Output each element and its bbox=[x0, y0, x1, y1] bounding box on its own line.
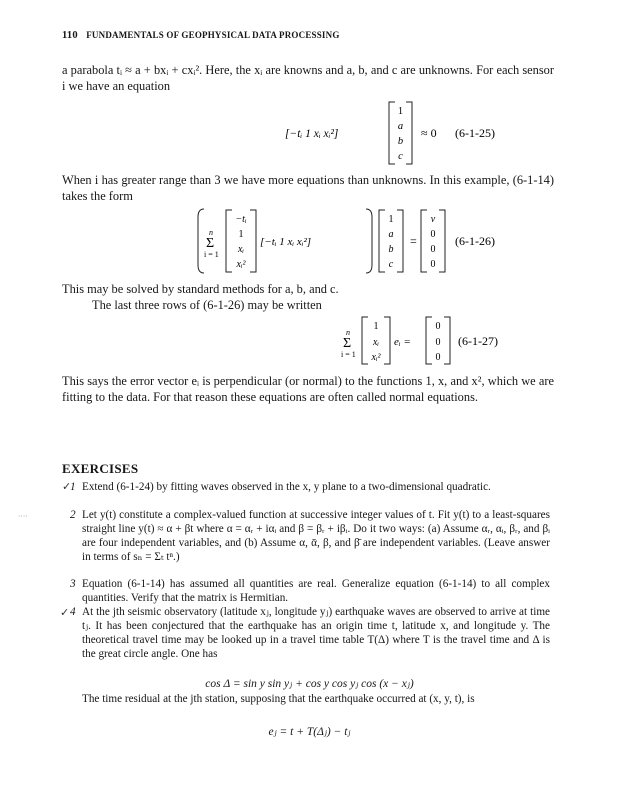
exercise-4-text: At the jth seismic observatory (latitude xⱼ, longitude yⱼ) earthquake waves are observed to arrive at time tⱼ. It has been conjectured that the earthquake has an origin time t, latitude x, and longitude y. The theoretical travel time may be looked up in a travel time table T(Δ) where T is the travel time and Δ is the great circle angle. One has bbox=[82, 606, 550, 660]
handwritten-arrow-mark: ✓ bbox=[60, 607, 70, 619]
formula-residual: eⱼ = t + T(Δⱼ) − tⱼ bbox=[268, 726, 351, 738]
eq1-col-2: b bbox=[397, 136, 404, 147]
eq2-rhs-1: 0 bbox=[430, 229, 436, 240]
exercise-1-number: 1 bbox=[70, 481, 76, 493]
eq1-right-bracket bbox=[406, 102, 412, 164]
eq2-colvec-1: 1 bbox=[238, 229, 244, 240]
exercise-4 bbox=[70, 606, 550, 662]
equation-6-1-26 bbox=[196, 207, 566, 275]
exercise-3-text: Equation (6-1-14) has assumed all quantities are real. Generalize equation (6-1-14) to all complex quantities. Verify that the matrix is Hermitian. bbox=[82, 578, 550, 604]
eq3-right-bracket bbox=[384, 317, 390, 364]
exercise-4-number: 4 bbox=[70, 606, 76, 618]
handwritten-check-mark: ✓ bbox=[62, 481, 72, 493]
running-header bbox=[62, 30, 340, 41]
eq1-row-vector: [−tᵢ 1 xᵢ xᵢ²] bbox=[285, 128, 339, 140]
eq3-error-term: eᵢ = bbox=[394, 336, 411, 348]
eq2-unknown-3: c bbox=[388, 259, 394, 270]
eq2-sum-sign: Σ bbox=[206, 236, 215, 251]
eq2-unknowns-right-bracket bbox=[397, 210, 403, 272]
eq2-colvec-3: xᵢ² bbox=[236, 259, 246, 270]
exercise-2-number: 2 bbox=[70, 509, 76, 521]
exercise-2 bbox=[70, 509, 550, 565]
paragraph-normal-equations: This says the error vector eᵢ is perpendicular (or normal) to the functions 1, x, and x², which we are fitting to the data. For that reason these equations are often called normal equations. bbox=[62, 374, 554, 404]
eq1-col-1: a bbox=[397, 121, 404, 132]
eq3-rhs-1: 0 bbox=[435, 337, 441, 348]
eq3-rhs-right-bracket bbox=[444, 317, 450, 364]
eq3-number: (6-1-27) bbox=[458, 334, 498, 348]
residual-description: The time residual at the jth station, supposing that the earthquake occurred at (x, y, t), is bbox=[82, 693, 475, 705]
running-title: FUNDAMENTALS OF GEOPHYSICAL DATA PROCESSING bbox=[86, 30, 340, 40]
eq2-equals: = bbox=[410, 234, 417, 248]
exercises-heading: EXERCISES bbox=[62, 461, 139, 476]
paragraph-last-rows: The last three rows of (6-1-26) may be written bbox=[92, 298, 322, 312]
eq1-left-bracket bbox=[389, 102, 395, 164]
eq2-colvec-left-bracket bbox=[226, 210, 232, 272]
eq2-rhs-left-bracket bbox=[421, 210, 427, 272]
eq3-rhs-left-bracket bbox=[426, 317, 432, 364]
eq3-sum-sign: Σ bbox=[343, 336, 352, 351]
paragraph-range: When i has greater range than 3 we have more equations than unknowns. In this example, (6-1-14) takes the form bbox=[62, 173, 554, 203]
eq2-sum-top: n bbox=[209, 228, 213, 237]
eq2-unknown-0: 1 bbox=[388, 214, 394, 225]
exercise-1-text: Extend (6-1-24) by fitting waves observed in the x, y plane to a two-dimensional quadratic. bbox=[82, 481, 491, 493]
eq2-rhs-0: v bbox=[430, 214, 436, 225]
eq1-col-3: c bbox=[398, 151, 403, 162]
eq1-number: (6-1-25) bbox=[455, 126, 495, 140]
eq2-colvec-2: xᵢ bbox=[237, 244, 245, 255]
eq2-close-paren bbox=[366, 209, 372, 273]
eq3-col-2: xᵢ² bbox=[371, 352, 381, 363]
eq2-rhs-2: 0 bbox=[430, 244, 436, 255]
eq2-number: (6-1-26) bbox=[455, 234, 495, 248]
eq2-unknowns-left-bracket bbox=[379, 210, 385, 272]
equation-6-1-27 bbox=[336, 314, 566, 366]
eq3-col-0: 1 bbox=[373, 321, 379, 332]
eq2-rhs-3: 0 bbox=[430, 259, 436, 270]
eq2-open-paren bbox=[198, 209, 204, 273]
paragraph-parabola: a parabola tᵢ ≈ a + bxᵢ + cxᵢ². Here, the xᵢ are knowns and a, b, and c are unknowns. For each sensor i we have an equation bbox=[62, 63, 554, 93]
eq2-sum-bottom: i = 1 bbox=[204, 250, 219, 259]
formula-cos-delta: cos Δ = sin y sin yⱼ + cos y cos yⱼ cos (x − xⱼ) bbox=[205, 678, 414, 690]
eq3-sum-bottom: i = 1 bbox=[341, 350, 356, 359]
paragraph-solved: This may be solved by standard methods for a, b, and c. bbox=[62, 282, 339, 296]
eq2-rhs-right-bracket bbox=[439, 210, 445, 272]
exercise-1 bbox=[70, 481, 550, 495]
handwritten-scribble: ⸱⸱⸱⸱ bbox=[18, 511, 28, 521]
eq3-rhs-2: 0 bbox=[435, 352, 441, 363]
exercise-2-text: Let y(t) constitute a complex-valued function at successive integer values of t. Fit y(t) to a least-squares straight line y(t) ≈ α + βt where α = αᵣ + iαᵢ and β = βᵣ + iβᵢ. Do it two ways: (a) Assume αᵣ, αᵢ, βᵣ, and βᵢ are four independent variables, and (b) Assume α, ᾱ, β, and β̄ are independent variables. (Leave answer in terms of sₙ = Σₜ tⁿ.) bbox=[82, 509, 550, 563]
eq1-rhs: ≈ 0 bbox=[421, 126, 437, 140]
eq3-rhs-0: 0 bbox=[435, 321, 441, 332]
eq1-col-0: 1 bbox=[397, 106, 404, 117]
eq3-col-1: xᵢ bbox=[372, 337, 380, 348]
eq3-left-bracket bbox=[362, 317, 368, 364]
page-number: 110 bbox=[62, 30, 78, 41]
eq2-unknown-2: b bbox=[388, 244, 394, 255]
exercise-3-number: 3 bbox=[70, 578, 76, 590]
eq2-unknown-1: a bbox=[388, 229, 394, 240]
eq2-colvec-0: −tᵢ bbox=[235, 214, 247, 225]
eq2-colvec-right-bracket bbox=[250, 210, 256, 272]
exercise-3 bbox=[70, 578, 550, 606]
eq2-row-vector: [−tᵢ 1 xᵢ xᵢ²] bbox=[260, 236, 312, 248]
eq3-sum-top: n bbox=[346, 328, 350, 337]
equation-6-1-25 bbox=[285, 100, 565, 166]
